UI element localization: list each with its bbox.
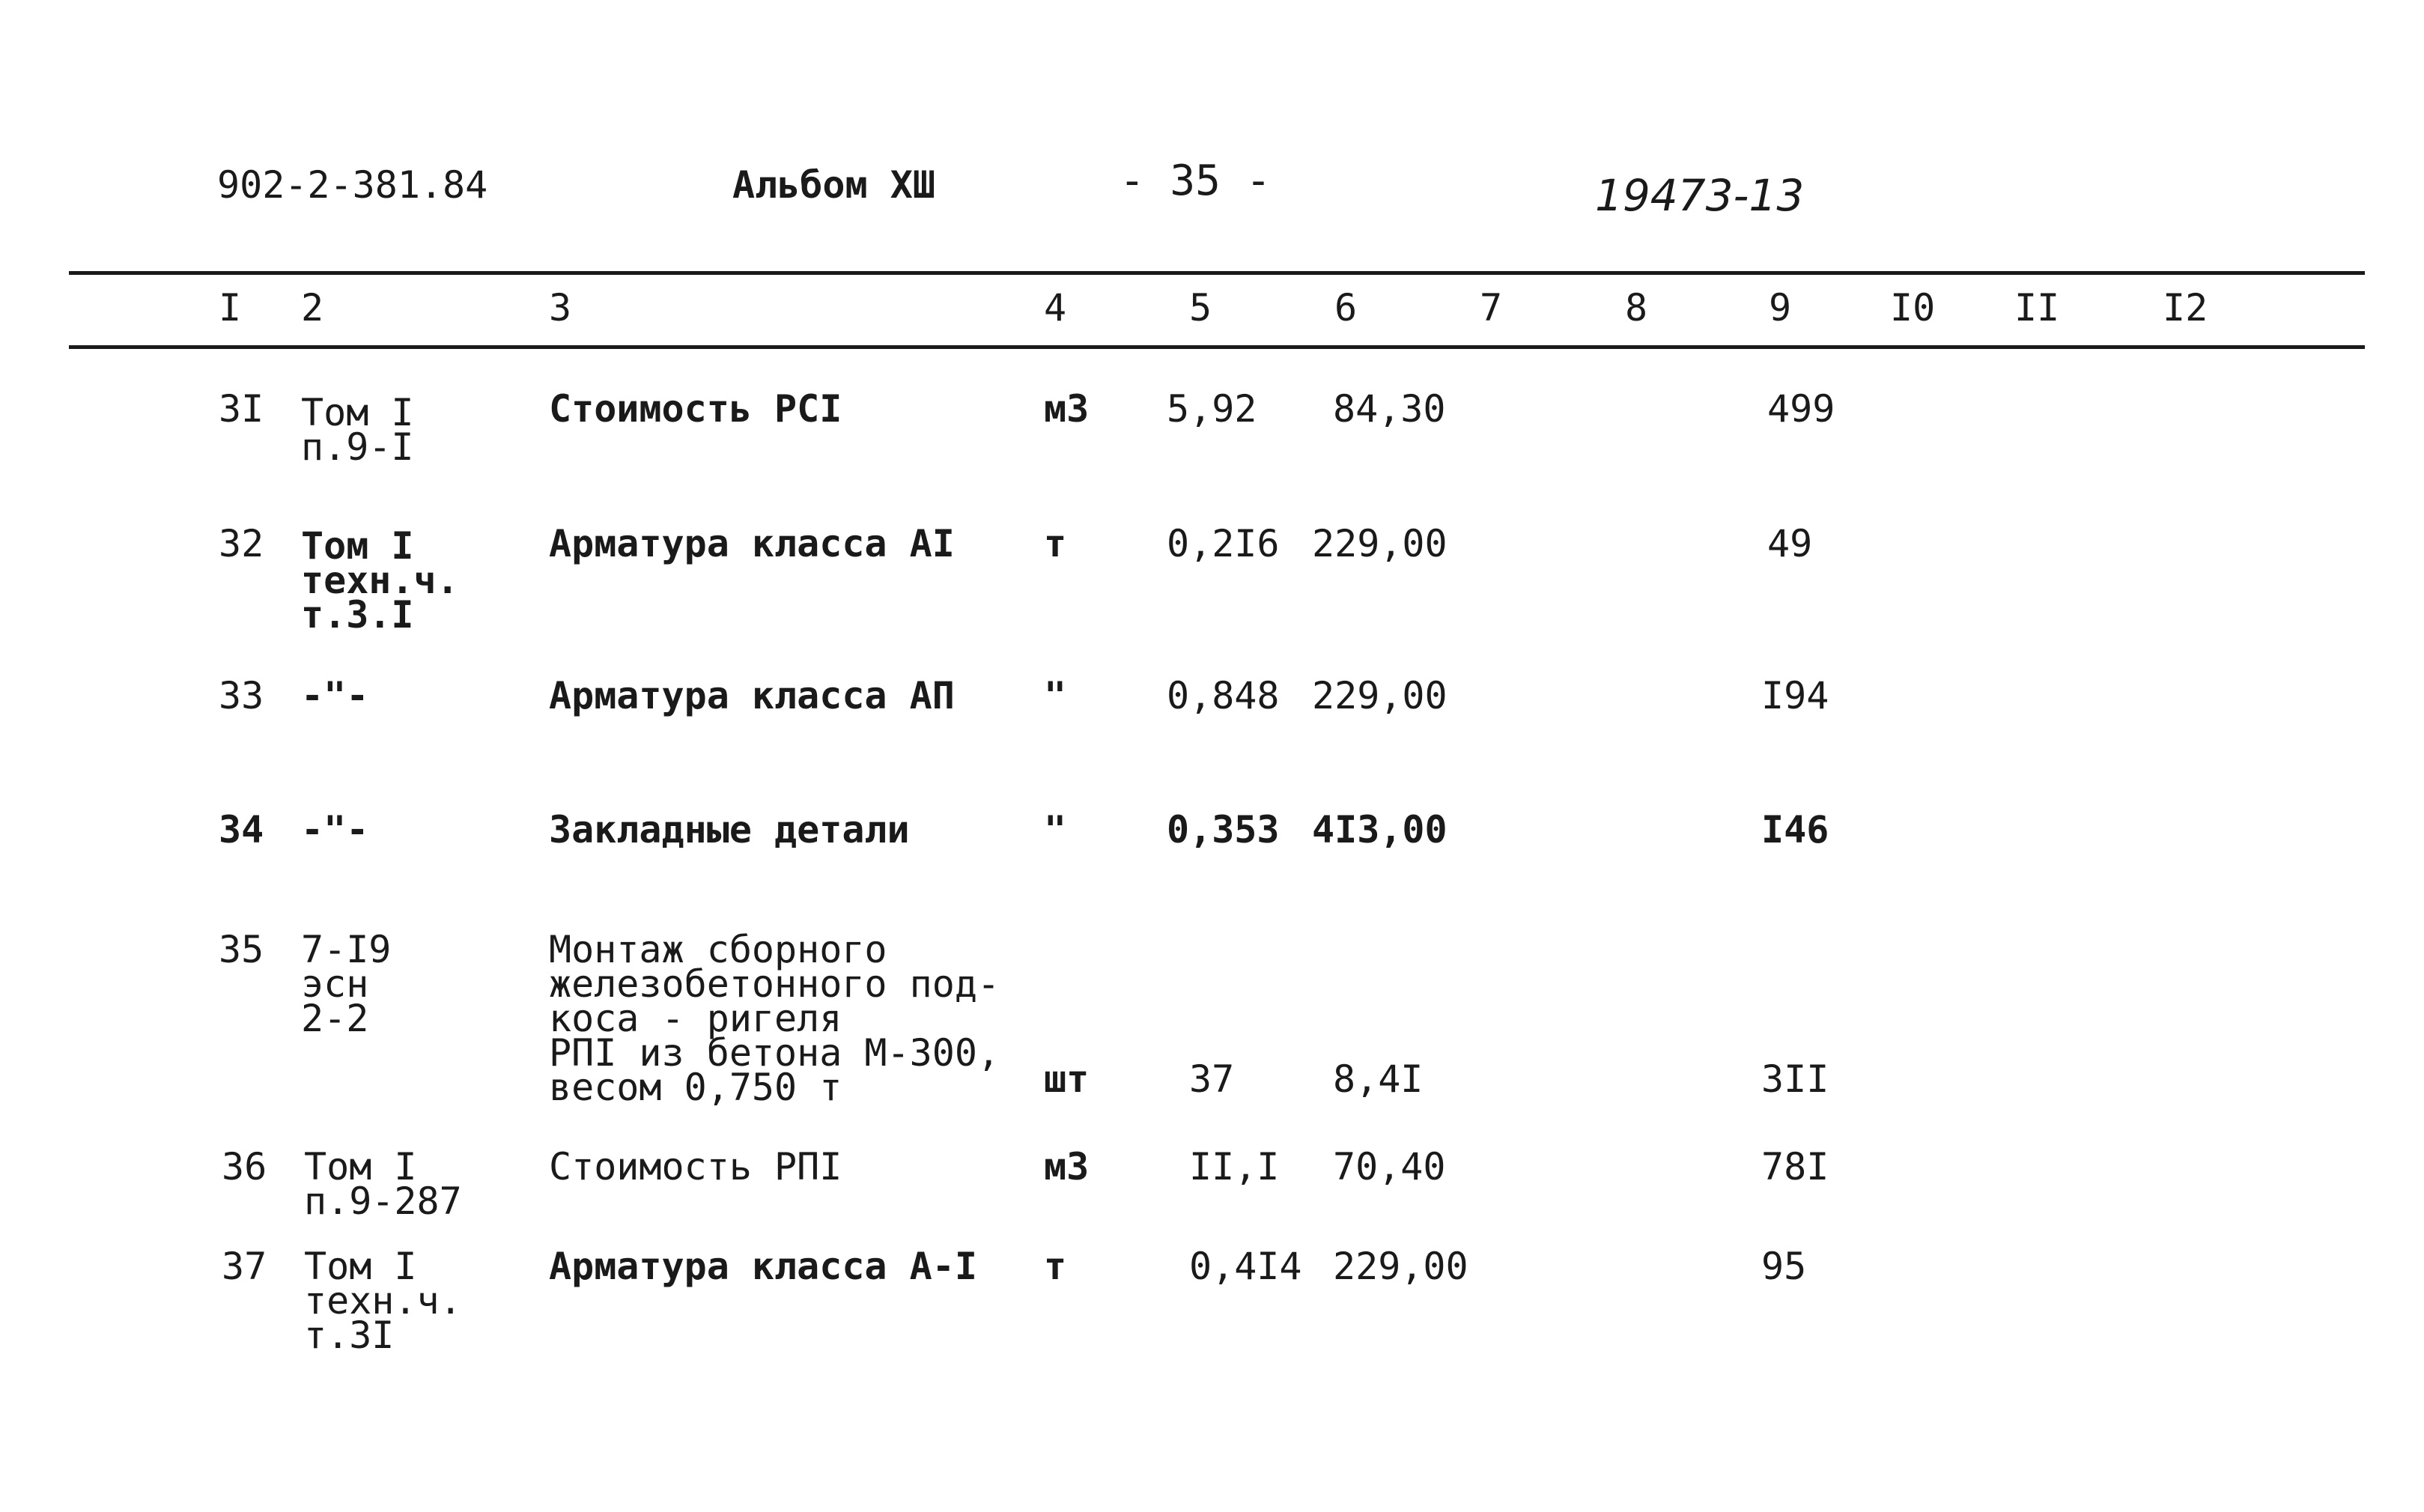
table-row-reference: 7-I9 эсн 2-2 xyxy=(301,928,392,1040)
table-row-total: 95 xyxy=(1761,1245,1807,1288)
table-row-quantity: 37 xyxy=(1189,1057,1235,1101)
table-row-number: 37 xyxy=(222,1245,267,1288)
column-header-5: 5 xyxy=(1189,286,1212,330)
table-row-total: 499 xyxy=(1767,387,1835,431)
document-number: 19473-13 xyxy=(1595,170,1805,221)
table-row-name: Монтаж сборного железобетонного под- коса - ригеля РПI из бетона М-300, весом 0,750 т xyxy=(549,928,1000,1109)
table-row-quantity: 5,92 xyxy=(1167,387,1257,431)
table-row-number: 3I xyxy=(219,387,264,431)
document-code: 902-2-381.84 xyxy=(217,163,488,207)
table-row-name: Закладные детали xyxy=(549,808,910,851)
table-row-number: 35 xyxy=(219,928,264,971)
table-row-total: 3II xyxy=(1761,1057,1829,1101)
table-row-quantity: 0,848 xyxy=(1167,674,1280,717)
column-header-12: I2 xyxy=(2163,286,2208,330)
table-row-price: 8,4I xyxy=(1333,1057,1424,1101)
table-row-number: 34 xyxy=(219,808,264,851)
table-row-unit: т xyxy=(1044,522,1067,565)
table-row-quantity: II,I xyxy=(1189,1145,1280,1188)
table-row-reference: Том I техн.ч. т.3I xyxy=(304,1245,462,1357)
table-header-rule xyxy=(69,345,2365,349)
column-header-4: 4 xyxy=(1044,286,1067,330)
table-row-number: 32 xyxy=(219,522,264,565)
album-label: Альбом XШ xyxy=(732,163,935,207)
table-row-number: 36 xyxy=(222,1145,267,1188)
table-top-rule xyxy=(69,271,2365,275)
table-row-reference: Том I техн.ч. т.3.I xyxy=(301,524,459,637)
table-row-price: 84,30 xyxy=(1333,387,1446,431)
table-row-price: 229,00 xyxy=(1333,1245,1468,1288)
table-row-price: 229,00 xyxy=(1312,522,1448,565)
table-row-reference: -"- xyxy=(301,808,369,851)
table-row-total: 78I xyxy=(1761,1145,1829,1188)
table-row-name: Арматура класса А-I xyxy=(549,1245,977,1288)
column-header-6: 6 xyxy=(1334,286,1358,330)
table-row-price: 229,00 xyxy=(1312,674,1448,717)
column-header-10: I0 xyxy=(1890,286,1936,330)
table-row-name: Стоимость РСI xyxy=(549,387,842,431)
table-row-name: Арматура класса AП xyxy=(549,674,955,717)
table-row-total: 49 xyxy=(1767,522,1813,565)
table-row-total: I46 xyxy=(1761,808,1829,851)
table-row-unit: т xyxy=(1044,1245,1067,1288)
table-row-total: I94 xyxy=(1761,674,1829,717)
table-row-reference: Том I п.9-287 xyxy=(304,1145,462,1223)
table-row-unit: " xyxy=(1044,674,1067,717)
table-row-price: 4I3,00 xyxy=(1312,808,1448,851)
table-row-unit: м3 xyxy=(1044,1145,1090,1188)
table-row-reference: -"- xyxy=(301,674,369,717)
table-row-unit: " xyxy=(1044,808,1067,851)
table-row-unit: м3 xyxy=(1044,387,1090,431)
page-number: - 35 - xyxy=(1120,157,1272,205)
table-row-quantity: 0,4I4 xyxy=(1189,1245,1302,1288)
column-header-8: 8 xyxy=(1625,286,1648,330)
table-row-price: 70,40 xyxy=(1333,1145,1446,1188)
table-row-name: Арматура класса AI xyxy=(549,522,955,565)
table-row-number: 33 xyxy=(219,674,264,717)
table-row-name: Стоимость РПI xyxy=(549,1145,842,1188)
column-header-2: 2 xyxy=(301,286,324,330)
column-header-9: 9 xyxy=(1769,286,1792,330)
table-row-unit: шт xyxy=(1044,1057,1090,1101)
column-header-1: I xyxy=(219,286,242,330)
table-row-reference: Том I п.9-I xyxy=(301,391,414,469)
table-row-quantity: 0,2I6 xyxy=(1167,522,1280,565)
column-header-7: 7 xyxy=(1480,286,1503,330)
column-header-11: II xyxy=(2014,286,2060,330)
table-row-quantity: 0,353 xyxy=(1167,808,1280,851)
column-header-3: 3 xyxy=(549,286,572,330)
